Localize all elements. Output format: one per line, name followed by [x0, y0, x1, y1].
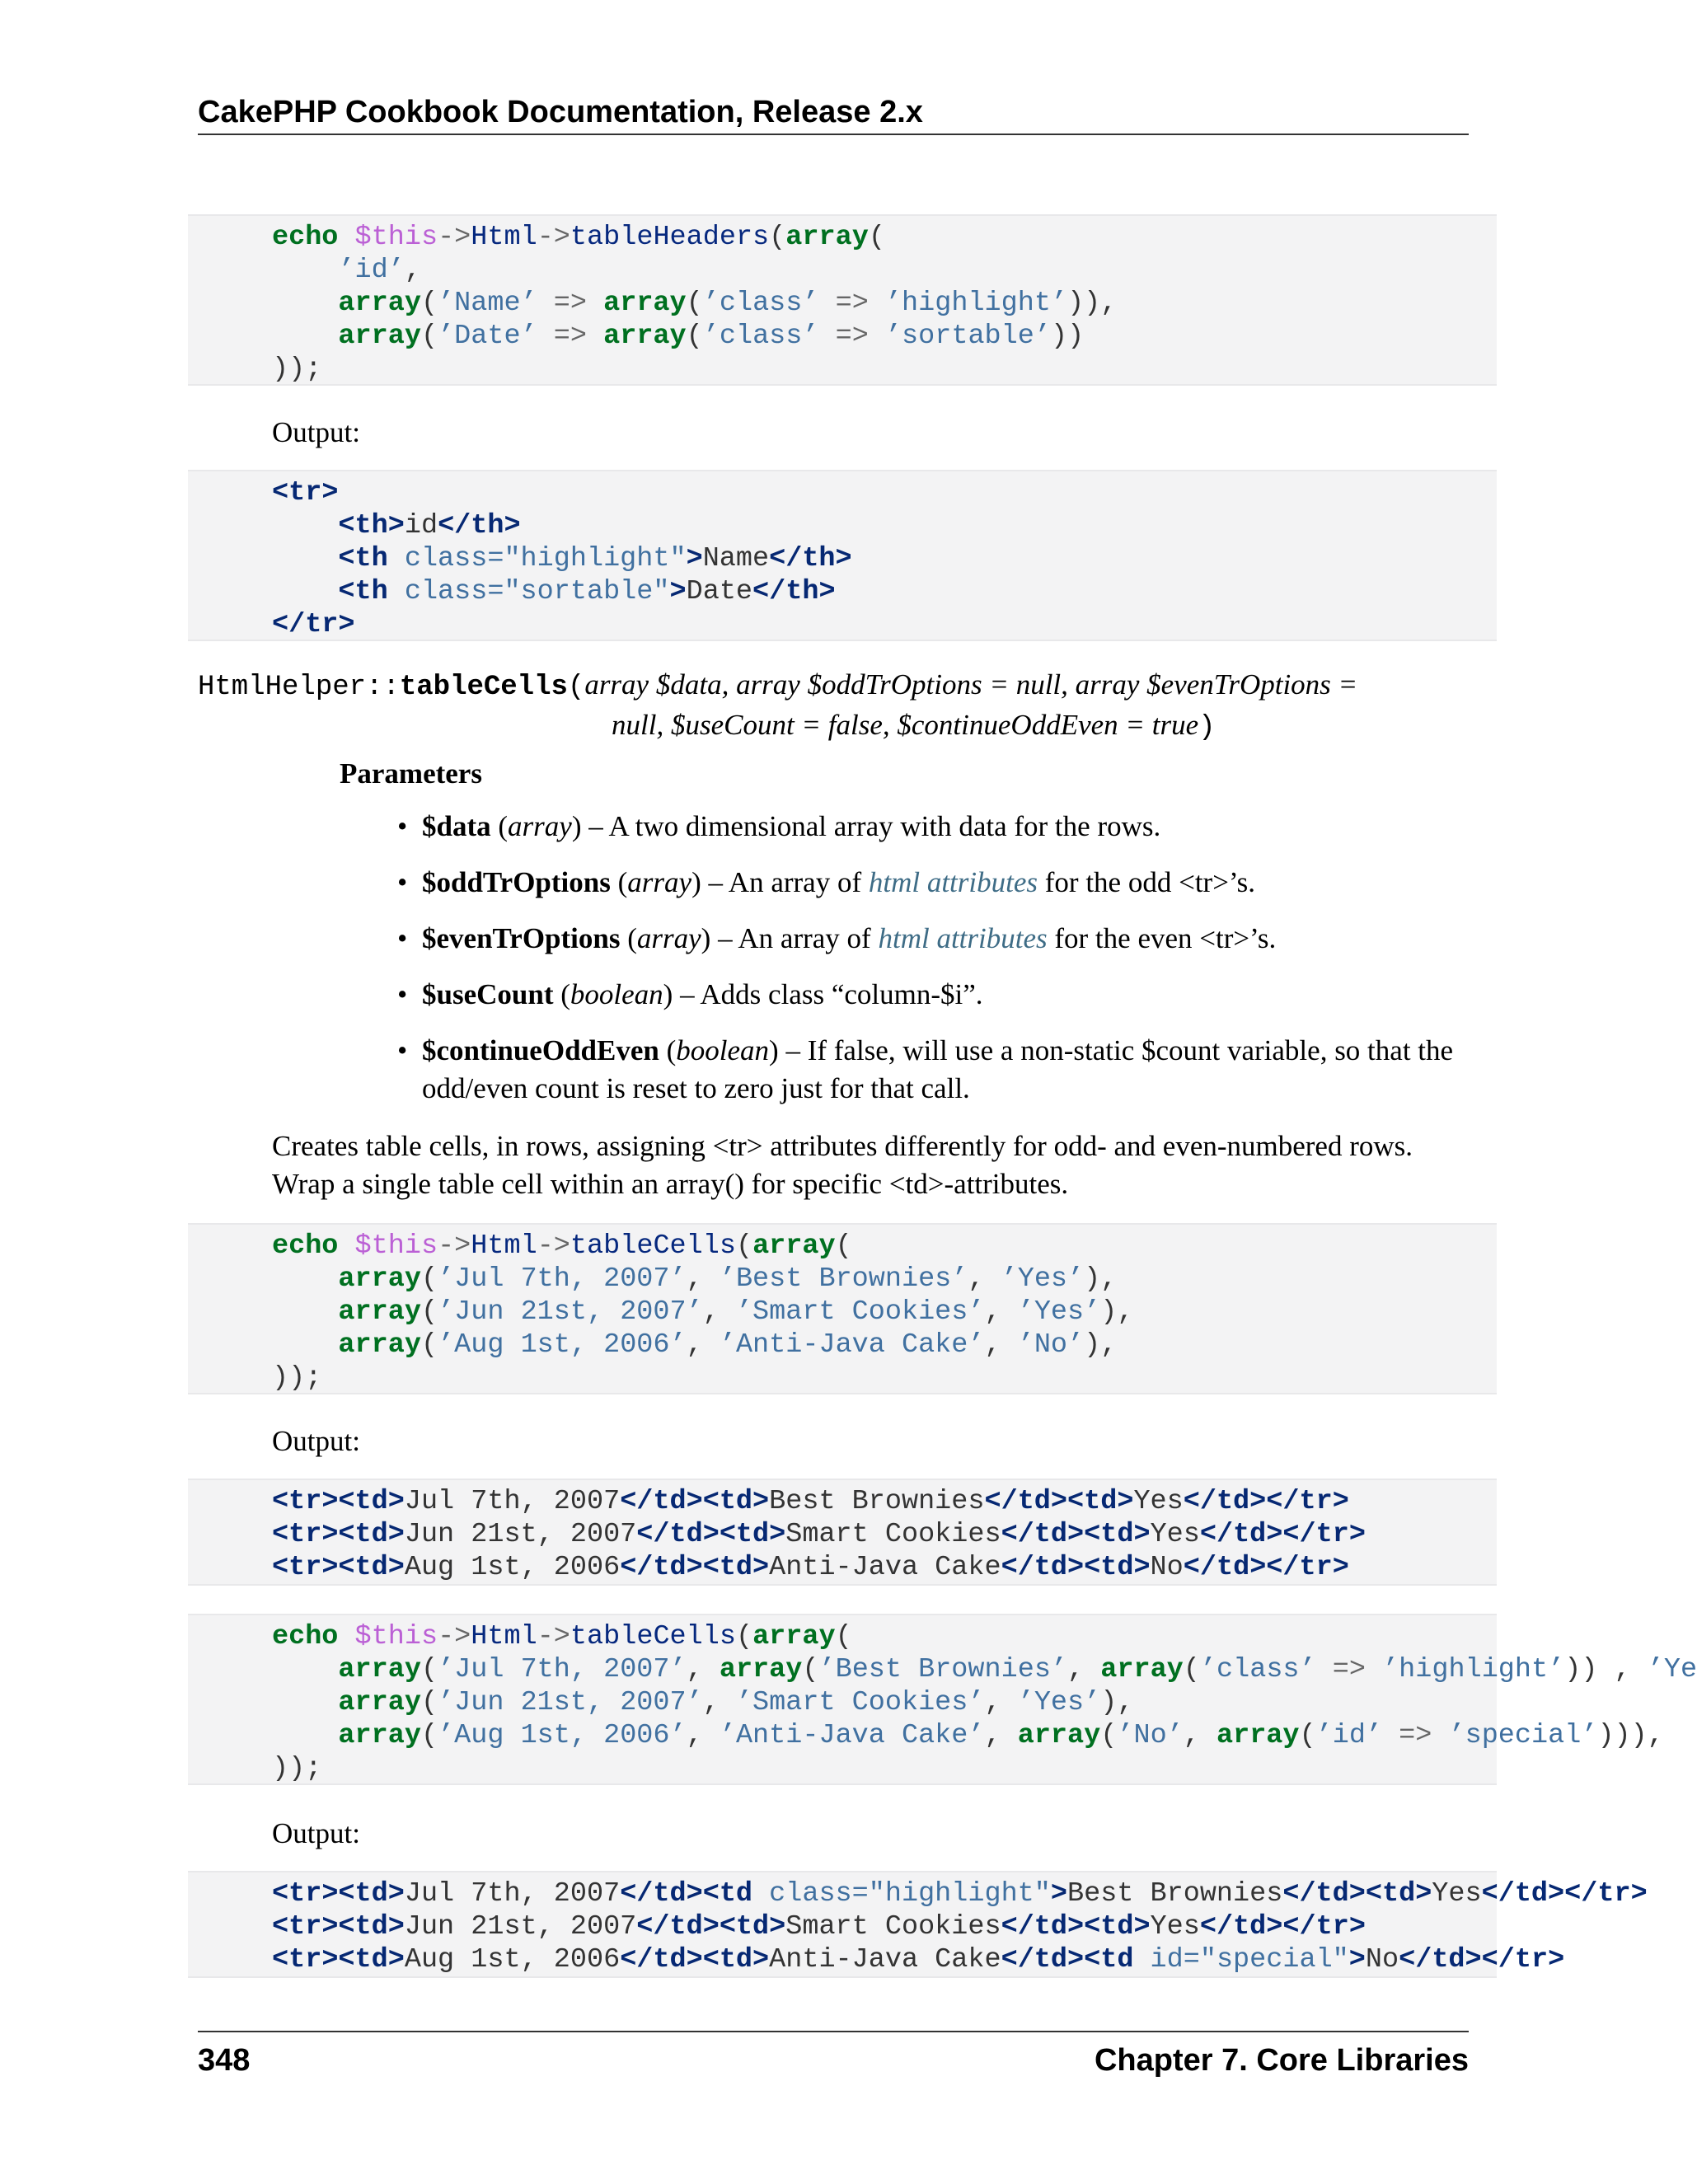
param-desc: An array of — [738, 922, 879, 954]
param-type: array — [636, 922, 701, 954]
open-paren: ( — [567, 672, 585, 703]
code-text: echo $this->Html->tableCells(array( array(’Jul 7th, 2007’, ’Best Brownies’, ’Yes’), array(’Jun 21st, 2007’, ’Smart Cookies’, ’Yes’), array(’Aug 1st, 2006’, ’Anti-Java Cake’, ’No’), )); — [272, 1230, 1134, 1394]
close-paren: ) — [1198, 712, 1216, 743]
param-dash: – — [673, 978, 701, 1010]
param-item: • $oddTrOptions (array) – An array of html attributes for the odd <tr>’s. — [422, 864, 1485, 902]
method-name: tableCells — [399, 672, 568, 703]
param-desc-tail: for the odd <tr>’s. — [1038, 866, 1256, 898]
code-text: <tr> <th>id</th> <th class="highlight">Name</th> <th class="sortable">Date</th> </tr> — [272, 477, 852, 640]
footer-rule — [198, 2031, 1469, 2032]
param-type: array — [508, 810, 572, 842]
running-header: CakePHP Cookbook Documentation, Release 2.x — [198, 95, 923, 129]
param-desc: If false, will use a non-static $count variable, so that the odd/even count is reset to zero just for that call. — [422, 1034, 1454, 1104]
param-name: $evenTrOptions — [422, 922, 621, 954]
parameter-list — [422, 808, 1485, 1126]
output-label-1: Output: — [272, 416, 360, 448]
code-text: <tr><td>Jul 7th, 2007</td><td>Best Brownies</td><td>Yes</td></tr> <tr><td>Jun 21st, 2007</td><td>Smart Cookies</td><td>Yes</td></tr> <tr><td>Aug 1st, 2006</td><td>Anti-Java Cake</td><td>No</td></tr> — [272, 1486, 1366, 1583]
page-number: 348 — [198, 2043, 251, 2078]
header-rule — [198, 134, 1469, 135]
param-item: • $evenTrOptions (array) – An array of html attributes for the even <tr>’s. — [422, 920, 1485, 958]
chapter-title: Chapter 7. Core Libraries — [1094, 2043, 1469, 2078]
param-type: array — [627, 866, 692, 898]
code-block-table-headers-html — [188, 470, 1497, 641]
method-args-line1: array $data, array $oddTrOptions = null, array $evenTrOptions = — [584, 668, 1358, 701]
param-name: $oddTrOptions — [422, 866, 611, 898]
html-attributes-link[interactable]: html attributes — [868, 866, 1038, 898]
param-desc: A two dimensional array with data for the rows. — [608, 810, 1161, 842]
param-dash: – — [581, 810, 609, 842]
parameters-title: Parameters — [340, 757, 482, 790]
param-type: boolean — [570, 978, 663, 1010]
code-text: echo $this->Html->tableHeaders(array( ’id’, array(’Name’ => array(’class’ => ’highlight’)), array(’Date’ => array(’class’ => ’sortable’)) )); — [272, 222, 1118, 385]
param-type: boolean — [676, 1034, 770, 1066]
code-block-table-cells-html — [188, 1479, 1497, 1586]
code-text: echo $this->Html->tableCells(array( array(’Jul 7th, 2007’, array(’Best Brownies’, array(’class’ => ’highlight’)) , ’Ye array(’Jun 21st, 2007’, ’Smart Cookies’, ’Yes’), array(’Aug 1st, 2006’, ’Anti-Java Cake’, array(’No’, array(’id’ => ’special’))), )); — [272, 1621, 1697, 1784]
output-label-3: Output: — [272, 1817, 360, 1849]
method-class-name: HtmlHelper — [198, 672, 367, 703]
param-dash: – — [701, 866, 729, 898]
html-attributes-link[interactable]: html attributes — [878, 922, 1048, 954]
code-text: <tr><td>Jul 7th, 2007</td><td class="highlight">Best Brownies</td><td>Yes</td></tr> <tr><td>Jun 21st, 2007</td><td>Smart Cookies</td><td>Yes</td></tr> <tr><td>Aug 1st, 2006</td><td>Anti-Java Cake</td><td id="special">No</td></tr> — [272, 1878, 1648, 1975]
param-name: $continueOddEven — [422, 1034, 659, 1066]
param-desc-tail: for the even <tr>’s. — [1047, 922, 1277, 954]
code-block-table-cells-attr-html — [188, 1871, 1648, 1978]
description-line1: Creates table cells, in rows, assigning <tr> attributes differently for odd- and even-numbered rows. — [272, 1130, 1413, 1162]
method-separator: :: — [366, 672, 400, 703]
output-label-2: Output: — [272, 1425, 360, 1457]
method-args-line2: null, $useCount = false, $continueOddEven = true — [612, 709, 1199, 741]
param-item: • $useCount (boolean) – Adds class “column-$i”. — [422, 976, 1485, 1014]
param-dash: – — [710, 922, 738, 954]
code-block-table-headers-php — [188, 214, 1497, 386]
param-item: • $data (array) – A two dimensional array with data for the rows. — [422, 808, 1485, 846]
description-paragraph — [272, 1127, 1492, 1203]
param-dash: – — [778, 1034, 808, 1066]
param-desc: An array of — [728, 866, 869, 898]
code-block-table-cells-attr-php — [188, 1614, 1697, 1785]
description-line2: Wrap a single table cell within an array() for specific <td>-attributes. — [272, 1168, 1069, 1200]
param-desc: Adds class “column-$i”. — [700, 978, 983, 1010]
param-name: $data — [422, 810, 491, 842]
method-signature — [198, 666, 1484, 747]
param-item: • $continueOddEven (boolean) – If false, will use a non-static $count variable, so that the odd/even count is reset to zero just for that call. — [422, 1032, 1485, 1108]
code-block-table-cells-php — [188, 1223, 1497, 1394]
param-name: $useCount — [422, 978, 554, 1010]
